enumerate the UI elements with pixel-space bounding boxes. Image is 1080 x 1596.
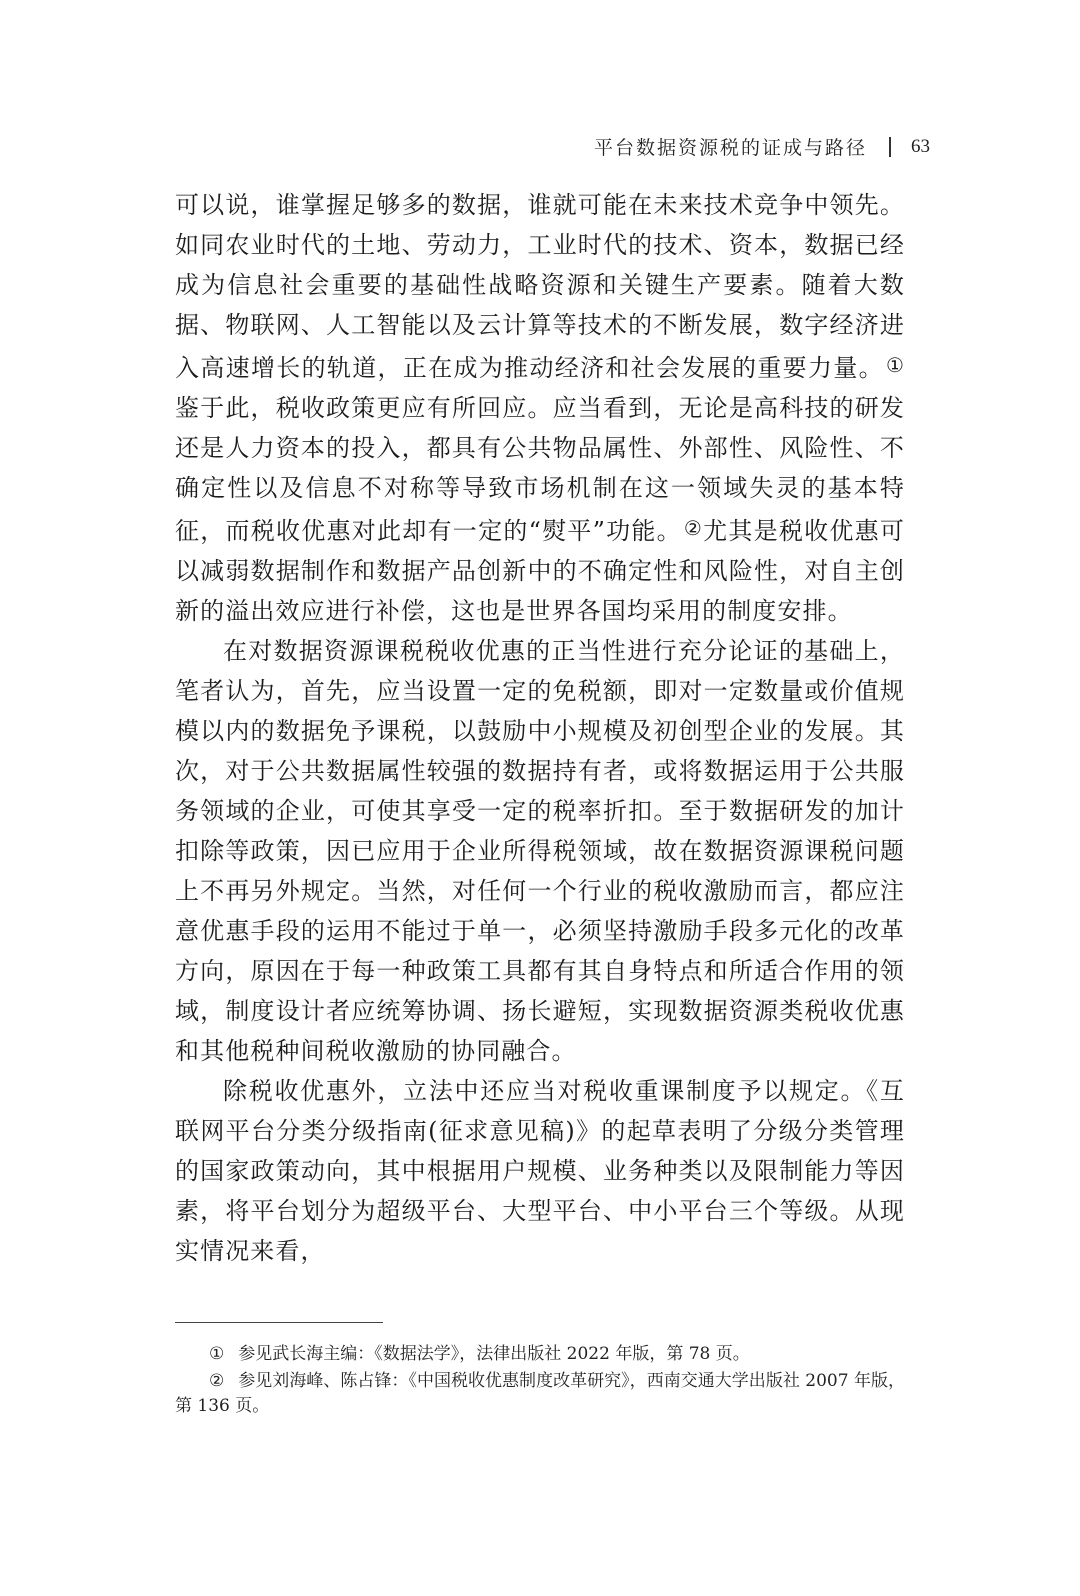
header-separator [889, 137, 891, 157]
paragraph-1 [175, 185, 905, 631]
footnotes [175, 1342, 905, 1421]
footnote-2 [175, 1369, 905, 1419]
main-text [175, 185, 905, 1271]
footnote-ref-2[interactable]: ② [683, 516, 704, 540]
paragraph-2: 在对数据资源课税税收优惠的正当性进行充分论证的基础上，笔者认为，首先，应当设置一定的免税额，即对一定数量或价值规模以内的数据免予课税，以鼓励中小规模及初创型企业的发展。其次，对于公共数据属性较强的数据持有者，或将数据运用于公共服务领域的企业，可使其享受一定的税率折扣。至于数据研发的加计扣除等政策，因已应用于企业所得税领域，故在数据资源课税问题上不再另外规定。当然，对任何一个行业的税收激励而言，都应注意优惠手段的运用不能过于单一，必须坚持激励手段多元化的改革方向，原因在于每一种政策工具都有其自身特点和所适合作用的领域，制度设计者应统筹协调、扬长避短，实现数据资源类税收优惠和其他税种间税收激励的协同融合。 [175, 637, 905, 1065]
running-header [594, 133, 930, 160]
footnote-1-mark: ① [209, 1344, 225, 1364]
footnote-divider [175, 1322, 383, 1323]
footnote-1 [175, 1342, 905, 1367]
page-number: 63 [911, 135, 930, 157]
footnote-2-text: 参见刘海峰、陈占锋：《中国税收优惠制度改革研究》，西南交通大学出版社 2007 年版，第 136 页。 [175, 1371, 905, 1416]
paragraph-1-part-c: 尤其是税收优惠可以减弱数据制作和数据产品创新中的不确定性和风险性，对自主创新的溢出效应进行补偿，这也是世界各国均采用的制度安排。 [175, 517, 905, 625]
footnote-2-mark: ② [209, 1371, 225, 1391]
paragraph-1-part-b: 鉴于此，税收政策更应有所回应。应当看到，无论是高科技的研发还是人力资本的投入，都具有公共物品属性、外部性、风险性、不确定性以及信息不对称等导致市场机制在这一领域失灵的基本特征，而税收优惠对此却有一定的“熨平”功能。 [175, 394, 905, 545]
footnote-1-text: 参见武长海主编：《数据法学》，法律出版社 2022 年版，第 78 页。 [238, 1344, 750, 1364]
paragraph-3: 除税收优惠外，立法中还应当对税收重课制度予以规定。《互联网平台分类分级指南(征求意见稿)》的起草表明了分级分类管理的国家政策动向，其中根据用户规模、业务种类以及限制能力等因素，将平台划分为超级平台、大型平台、中小平台三个等级。从现实情况来看， [175, 1077, 905, 1265]
footnote-ref-1[interactable]: ① [885, 353, 905, 377]
paragraph-1-part-a: 可以说，谁掌握足够多的数据，谁就可能在未来技术竞争中领先。如同农业时代的土地、劳动力，工业时代的技术、资本，数据已经成为信息社会重要的基础性战略资源和关键生产要素。随着大数据、物联网、人工智能以及云计算等技术的不断发展，数字经济进入高速增长的轨道，正在成为推动经济和社会发展的重要力量。 [175, 191, 905, 382]
running-title: 平台数据资源税的证成与路径 [593, 137, 867, 159]
